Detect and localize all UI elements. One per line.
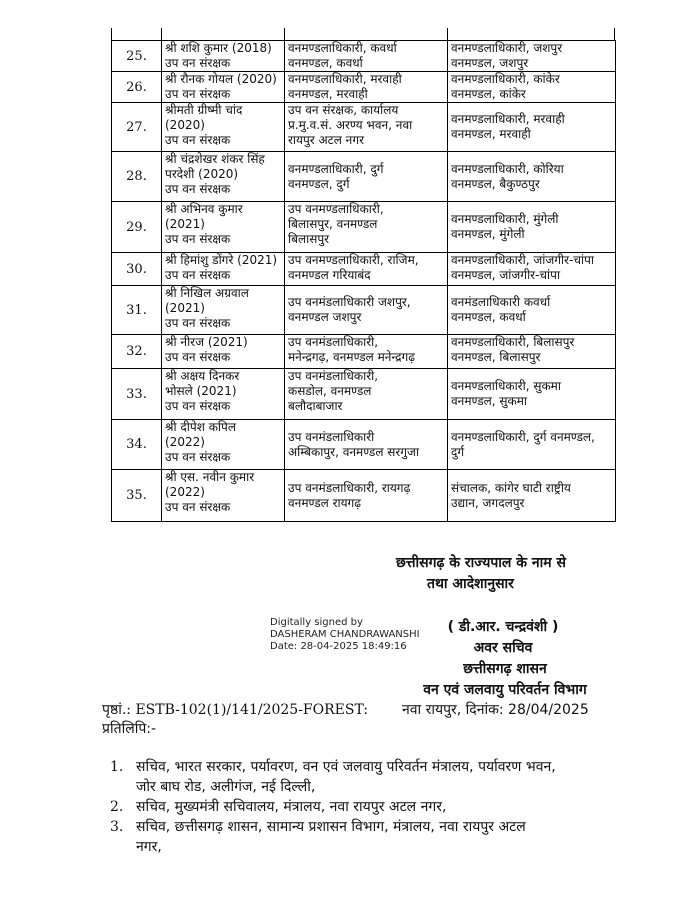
signature-line-1: Digitally signed by — [270, 617, 363, 628]
officer-name-cell — [162, 202, 285, 253]
new-posting-cell-line: वनमण्डल, सुकमा — [451, 394, 528, 408]
officer-name-cell — [162, 72, 285, 103]
copy-item-text: नगर, — [136, 839, 162, 855]
officer-name-cell-line: श्री अक्षय दिनकर — [165, 369, 240, 383]
new-posting-cell-line: वनमण्डल, मुंगेली — [451, 227, 525, 241]
officer-name-cell-line: उप वन संरक्षक — [165, 268, 231, 282]
current-posting-cell — [285, 369, 448, 420]
serial-number-cell: 25. — [112, 41, 162, 72]
serial-number-cell: 32. — [112, 335, 162, 369]
officer-name-cell-line: (2022) — [165, 435, 205, 449]
new-posting-cell-line: वनमण्डलाधिकारी, जांजगीर-चांपा — [451, 253, 594, 267]
current-posting-cell-line: उप वनमंडलाधिकारी — [288, 429, 375, 444]
current-posting-cell-line: उप वनमंडलाधिकारी जशपुर, — [288, 295, 411, 309]
current-posting-cell-line: वनमण्डलाधिकारी, मरवाही — [288, 72, 402, 86]
new-posting-cell-line: वनमण्डल, कवर्धा — [451, 310, 526, 324]
current-posting-cell-line: वनमण्डल रायगढ़ — [288, 495, 362, 510]
current-posting-cell — [285, 286, 448, 335]
officer-name-cell-line: (2021) — [165, 301, 205, 315]
new-posting-cell — [448, 152, 616, 202]
current-posting-cell-line: मनेन्द्रगढ़, वनमण्डल मनेन्द्रगढ़ — [288, 350, 416, 364]
serial-number-cell: 29. — [112, 202, 162, 253]
new-posting-cell — [448, 72, 616, 103]
new-posting-cell — [448, 286, 616, 335]
officer-name-cell-line: उप वन संरक्षक — [165, 87, 231, 101]
table-row — [112, 253, 616, 286]
officer-name-cell-line: भोसले (2021) — [165, 384, 237, 398]
serial-number-cell: 34. — [112, 420, 162, 470]
new-posting-cell — [448, 335, 616, 369]
new-posting-cell-line: वनमण्डल, जांजगीर-चांपा — [451, 268, 561, 282]
officer-name-cell-line: उप वन संरक्षक — [165, 182, 231, 196]
new-posting-cell — [448, 103, 616, 152]
copy-list-item — [104, 797, 699, 817]
current-posting-cell-line: वनमण्डल जशपुर — [288, 310, 362, 324]
current-posting-cell-line: बलौदाबाजार — [288, 399, 343, 413]
current-posting-cell-line: बिलासपुर — [288, 232, 330, 246]
officer-name-cell-line: उप वन संरक्षक — [165, 316, 231, 330]
officer-name-cell-line: (2021) — [165, 217, 205, 231]
copy-item-text: सचिव, मुख्यमंत्री सचिवालय, मंत्रालय, नवा रायपुर अटल नगर, — [136, 799, 447, 815]
officer-name-cell-line: श्री एस. नवीन कुमार — [165, 470, 255, 484]
copy-item-text: जोर बाघ रोड, अलीगंज, नई दिल्ली, — [136, 779, 316, 795]
new-posting-cell-line: संचालक, कांगेर घाटी राष्ट्रीय — [451, 480, 571, 495]
current-posting-cell-line: उप वनमंडलाधिकारी, रायगढ़ — [288, 480, 411, 495]
new-posting-cell-line: वनमण्डल, कांकेर — [451, 87, 526, 101]
officer-name-cell — [162, 41, 285, 72]
officer-name-cell-line: श्री दीपेश कपिल — [165, 420, 236, 434]
copy-item-number: 2. — [110, 799, 124, 815]
current-posting-cell — [285, 41, 448, 72]
officer-name-cell-line: उप वन संरक्षक — [165, 500, 231, 514]
place-date: नवा रायपुर, दिनांक: 28/04/2025 — [402, 702, 589, 718]
officer-name-cell — [162, 103, 285, 152]
officer-name-cell-line: श्री चंद्रशेखर शंकर सिंह — [165, 152, 265, 166]
current-posting-cell-line: उप वनमंडलाधिकारी, — [288, 335, 379, 349]
officer-name-cell-line: उप वन संरक्षक — [165, 56, 231, 70]
current-posting-cell — [285, 335, 448, 369]
officer-designation: अवर सचिव — [473, 640, 533, 656]
officer-name-cell-line: परदेशी (2020) — [165, 167, 239, 181]
table-row — [112, 103, 616, 152]
officer-name-cell-line: उप वन संरक्षक — [165, 133, 231, 147]
officer-name-cell — [162, 420, 285, 470]
current-posting-cell-line: उप वन संरक्षक, कार्यालय — [288, 103, 399, 117]
current-posting-cell-line: प्र.मु.व.सं. अरण्य भवन, नवा — [288, 118, 413, 132]
new-posting-cell-line: वनमण्डल, जशपुर — [451, 56, 529, 70]
new-posting-cell-line: वनमण्डल, बिलासपुर — [451, 350, 541, 364]
serial-number-cell: 27. — [112, 103, 162, 152]
current-posting-cell-line: बिलासपुर, वनमण्डल — [288, 217, 378, 231]
new-posting-cell-line: वनमण्डलाधिकारी, दुर्ग वनमण्डल, — [451, 429, 595, 444]
new-posting-cell — [448, 369, 616, 420]
copy-list-item — [104, 817, 699, 857]
copy-item-number: 3. — [110, 819, 124, 835]
current-posting-cell — [285, 72, 448, 103]
new-posting-cell-line: वनमण्डल, मरवाही — [451, 127, 531, 141]
officer-name-cell — [162, 152, 285, 202]
officer-name-cell-line: श्री शशि कुमार (2018) — [165, 41, 272, 55]
current-posting-cell-line: कसडोल, वनमण्डल — [288, 384, 372, 398]
new-posting-cell-line: वनमण्डल, बैकुण्ठपुर — [451, 176, 540, 191]
new-posting-cell-line: वनमंडलाधिकारी कवर्धा — [451, 295, 551, 309]
reference-number: पृष्ठां.: ESTB-102(1)/141/2025-FOREST: — [102, 702, 369, 718]
order-line-2: तथा आदेशानुसार — [427, 576, 514, 592]
current-posting-cell-line: वनमण्डल गरियाबंद — [288, 268, 371, 282]
officer-name-cell-line: उप वन संरक्षक — [165, 399, 231, 413]
new-posting-cell — [448, 470, 616, 522]
officer-name-cell-line: श्री निखिल अग्रवाल — [165, 286, 249, 300]
new-posting-cell-line: उद्यान, जगदलपुर — [451, 495, 525, 510]
officer-name-cell — [162, 369, 285, 420]
table-row — [112, 420, 616, 470]
current-posting-cell — [285, 202, 448, 253]
officer-name-cell-line: उप वन संरक्षक — [165, 232, 231, 246]
order-line-1: छत्तीसगढ़ के राज्यपाल के नाम से — [396, 555, 566, 571]
officer-name: ( डी.आर. चन्द्रवंशी ) — [447, 619, 559, 635]
current-posting-cell-line: रायपुर अटल नगर — [288, 133, 365, 147]
transfer-table-body — [112, 41, 616, 522]
officer-name-cell-line: श्री रौनक गोयल (2020) — [165, 72, 277, 86]
copy-item-number: 1. — [110, 759, 124, 775]
current-posting-cell-line: उप वनमण्डलाधिकारी, राजिम, — [288, 253, 419, 267]
officer-name-cell-line: श्री अभिनव कुमार — [165, 202, 243, 216]
current-posting-cell-line: उप वनमण्डलाधिकारी, — [288, 202, 384, 216]
current-posting-cell — [285, 253, 448, 286]
table-row — [112, 41, 616, 72]
table-row — [112, 335, 616, 369]
current-posting-cell — [285, 420, 448, 470]
new-posting-cell-line: दुर्ग — [451, 444, 465, 459]
table-row — [112, 72, 616, 103]
current-posting-cell-line: वनमण्डलाधिकारी, दुर्ग — [288, 161, 384, 176]
copy-heading: प्रतिलिपि:- — [102, 721, 157, 737]
table-row — [112, 369, 616, 420]
new-posting-cell — [448, 253, 616, 286]
new-posting-cell-line: वनमण्डलाधिकारी, बिलासपुर — [451, 335, 575, 349]
current-posting-cell-line: वनमण्डल, मरवाही — [288, 87, 368, 101]
serial-number-cell: 30. — [112, 253, 162, 286]
copy-item-text: सचिव, भारत सरकार, पर्यावरण, वन एवं जलवायु परिवर्तन मंत्रालय, पर्यावरण भवन, — [136, 759, 556, 775]
officer-government: छत्तीसगढ़ शासन — [463, 661, 547, 677]
current-posting-cell-line: वनमण्डलाधिकारी, कवर्धा — [288, 41, 397, 55]
current-posting-cell-line: उप वनमंडलाधिकारी, — [288, 369, 379, 383]
signature-line-2: DASHERAM CHANDRAWANSHI — [270, 629, 420, 640]
current-posting-cell — [285, 470, 448, 522]
officer-name-cell — [162, 253, 285, 286]
new-posting-cell-line: वनमण्डलाधिकारी, कोरिया — [451, 161, 564, 176]
transfer-table — [111, 40, 616, 522]
officer-name-cell — [162, 335, 285, 369]
new-posting-cell — [448, 420, 616, 470]
current-posting-cell-line: वनमण्डल, कवर्धा — [288, 56, 363, 70]
serial-number-cell: 31. — [112, 286, 162, 335]
officer-name-cell-line: उप वन संरक्षक — [165, 450, 231, 464]
new-posting-cell-line: वनमण्डलाधिकारी, जशपुर — [451, 41, 563, 55]
table-row — [112, 286, 616, 335]
current-posting-cell-line: वनमण्डल, दुर्ग — [288, 176, 350, 191]
serial-number-cell: 35. — [112, 470, 162, 522]
current-posting-cell — [285, 103, 448, 152]
serial-number-cell: 26. — [112, 72, 162, 103]
signature-line-3: Date: 28-04-2025 18:49:16 — [270, 641, 407, 652]
officer-name-cell-line: श्रीमती ग्रीष्मी चांद — [165, 103, 243, 117]
officer-name-cell-line: (2020) — [165, 118, 205, 132]
new-posting-cell-line: वनमण्डलाधिकारी, कांकेर — [451, 72, 560, 86]
current-posting-cell-line: अम्बिकापुर, वनमण्डल सरगुजा — [288, 444, 420, 459]
officer-name-cell-line: श्री नीरज (2021) — [165, 335, 248, 349]
current-posting-cell — [285, 152, 448, 202]
copy-list — [104, 757, 699, 857]
digital-signature — [270, 617, 420, 653]
new-posting-cell — [448, 202, 616, 253]
officer-name-cell-line: (2022) — [165, 485, 205, 499]
serial-number-cell: 33. — [112, 369, 162, 420]
officer-name-cell-line: उप वन संरक्षक — [165, 350, 231, 364]
serial-number-cell: 28. — [112, 152, 162, 202]
officer-name-cell — [162, 470, 285, 522]
table-row — [112, 152, 616, 202]
table-continuation-lines — [111, 28, 615, 40]
copy-item-text: सचिव, छत्तीसगढ़ शासन, सामान्य प्रशासन विभाग, मंत्रालय, नवा रायपुर अटल — [136, 819, 526, 835]
table-row — [112, 202, 616, 253]
new-posting-cell — [448, 41, 616, 72]
new-posting-cell-line: वनमण्डलाधिकारी, मरवाही — [451, 112, 565, 126]
new-posting-cell-line: वनमण्डलाधिकारी, मुंगेली — [451, 212, 559, 226]
officer-name-cell — [162, 286, 285, 335]
copy-list-item — [104, 757, 699, 797]
officer-name-cell-line: श्री हिमांशु डोंगरे (2021) — [165, 253, 278, 267]
officer-department: वन एवं जलवायु परिवर्तन विभाग — [423, 682, 587, 698]
table-row — [112, 470, 616, 522]
new-posting-cell-line: वनमण्डलाधिकारी, सुकमा — [451, 379, 561, 393]
